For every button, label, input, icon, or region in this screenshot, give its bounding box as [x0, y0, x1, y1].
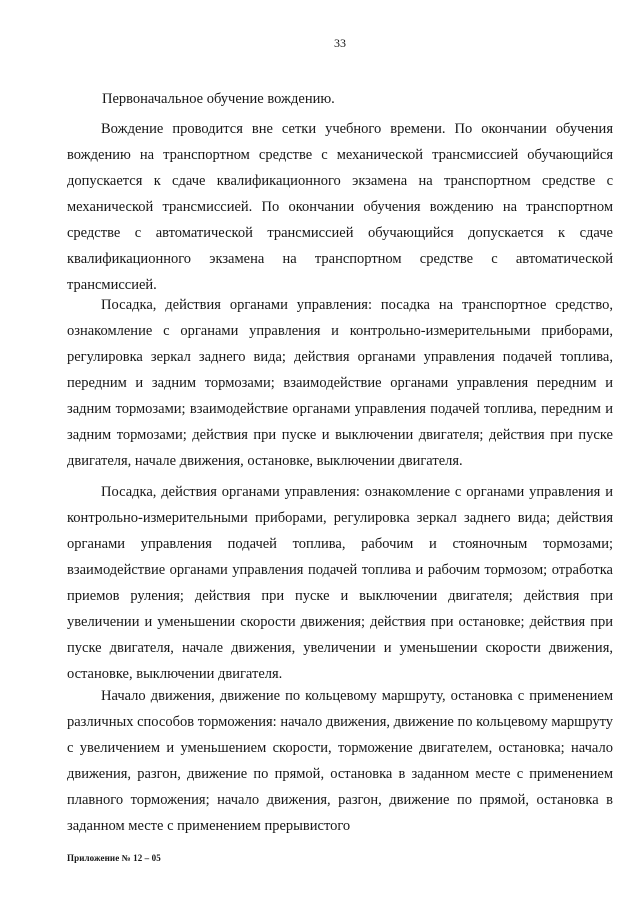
- paragraph-ring-route: Начало движения, движение по кольцевому маршруту, остановка с применением различных способов торможения: начало движения, движение по кольцевому маршруту с увеличением и уменьшением скорости, торможение двигателем, остановка; начало движения, разгон, движение по прямой, остановка в заданном месте с применением плавного торможения; начало движения, разгон, движение по прямой, остановка в заданном месте с применением прерывистого: [67, 688, 613, 834]
- footer-appendix-label: Приложение № 12 – 05: [67, 853, 161, 863]
- section-heading: Первоначальное обучение вождению.: [102, 91, 335, 107]
- paragraph-controls-advanced: Посадка, действия органами управления: ознакомление с органами управления и контрольно-измерительными приборами, регулировка зеркал заднего вида; действия органами управления подачей топлива, рабочим и стояночным тормозами; взаимодействие органами управления подачей топлива и рабочим тормозом; отработка приемов руления; действия при пуске и выключении двигателя; действия при увеличении и уменьшении скорости движения; действия при остановке; действия при пуске двигателя, начале движения, увеличении и уменьшении скорости движения, остановке, выключении двигателя.: [67, 484, 613, 682]
- paragraph-driving-schedule: Вождение проводится вне сетки учебного времени. По окончании обучения вождению на транспортном средстве с механической трансмиссией обучающийся допускается к сдаче квалификационного экзамена на транспортном средстве с механической трансмиссией. По окончании обучения вождению на транспортном средстве с автоматической трансмиссией обучающийся допускается к сдаче квалификационного экзамена на транспортном средстве с автоматической трансмиссией.: [67, 121, 613, 293]
- page-number: 33: [334, 36, 346, 50]
- paragraph-controls-basic: Посадка, действия органами управления: посадка на транспортное средство, ознакомление с органами управления и контрольно-измерительными приборами, регулировка зеркал заднего вида; действия органами управления подачей топлива, передним и задним тормозами; взаимодействие органами управления передним и задним тормозами; взаимодействие органами управления подачей топлива, передним и задним тормозами; действия при пуске и выключении двигателя; действия при пуске двигателя, начале движения, остановке, выключении двигателя.: [67, 297, 613, 469]
